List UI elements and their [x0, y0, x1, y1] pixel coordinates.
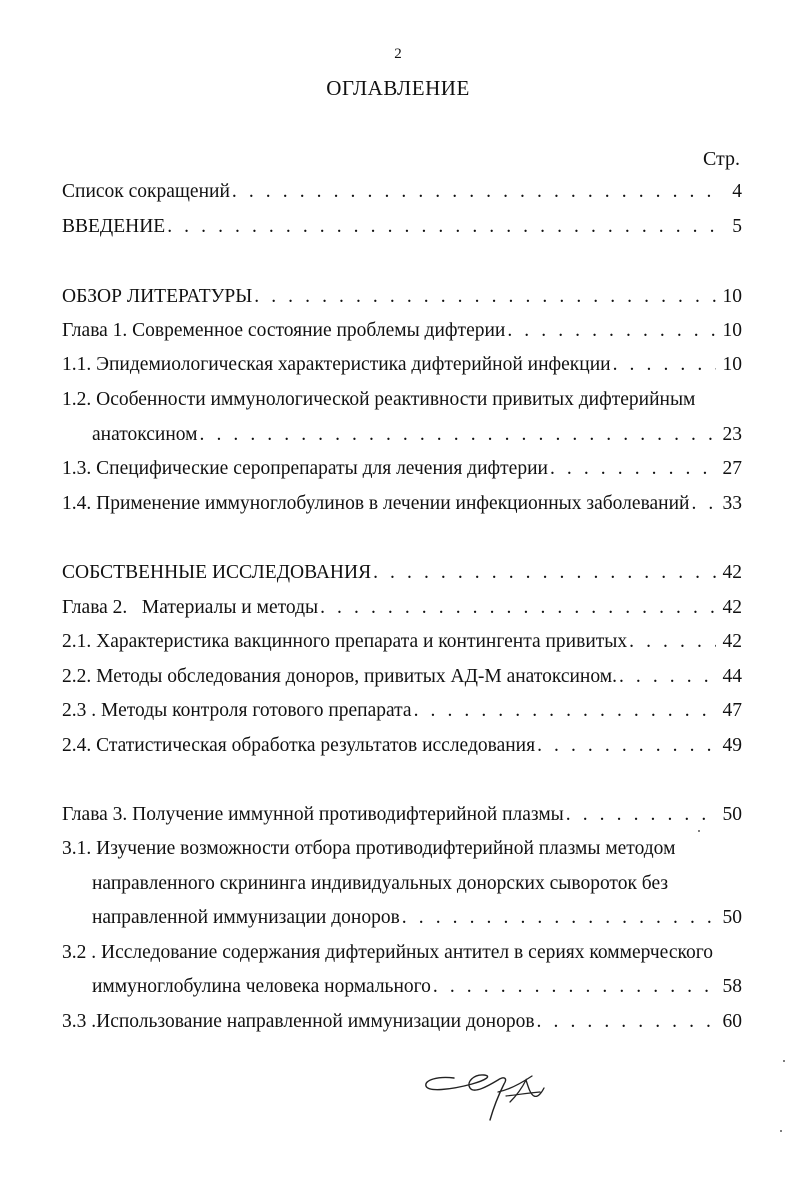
toc-entry-page: 42 — [722, 597, 742, 618]
toc-entry-label: Глава 2. Материалы и методы — [62, 597, 319, 618]
toc-entry-page: 42 — [722, 631, 742, 652]
toc-entry-page: 44 — [722, 666, 742, 687]
toc-entry — [92, 906, 742, 930]
toc-entry — [92, 423, 742, 447]
scan-speck — [783, 1060, 785, 1062]
dot-leader — [537, 1010, 716, 1034]
toc-entry-page: 47 — [722, 700, 742, 721]
toc-entry-label: 1.1. Эпидемиологическая характеристика дифтерийной инфекции — [62, 354, 611, 375]
page-number: 2 — [394, 46, 402, 62]
toc-entry-label: иммуноглобулина человека нормального — [92, 976, 431, 997]
page-title: ОГЛАВЛЕНИЕ — [326, 76, 470, 100]
toc-entry-label-line: 3.1. Изучение возможности отбора противодифтерийной плазмы методом — [62, 838, 676, 859]
toc-entry-label: направленной иммунизации доноров — [92, 907, 400, 928]
toc-entry-page: 10 — [722, 320, 742, 341]
dot-leader — [629, 630, 716, 654]
toc-entry-label: ВВЕДЕНИЕ — [62, 216, 166, 237]
scan-speck — [698, 830, 700, 832]
toc-entry-label-line: 3.2 . Исследование содержания дифтерийных антител в сериях коммерческого — [62, 942, 713, 963]
toc-entry — [62, 630, 742, 654]
toc-entry-page: 4 — [732, 181, 742, 202]
toc-entry-page: 58 — [722, 976, 742, 997]
toc-entry — [62, 803, 742, 827]
dot-leader — [433, 975, 716, 999]
handwritten-signature — [420, 1062, 550, 1131]
toc-entry-page: 49 — [722, 735, 742, 756]
dot-leader — [200, 423, 717, 447]
toc-entry-label: Список сокращений — [62, 181, 230, 202]
toc-entry — [62, 353, 742, 377]
toc-entry-label: анатоксином — [92, 424, 198, 445]
toc-entry-label: 2.4. Статистическая обработка результатов исследования — [62, 735, 536, 756]
dot-leader — [507, 319, 716, 343]
toc-entry-label-line: направленного скрининга индивидуальных донорских сывороток без — [92, 873, 669, 894]
toc-entry-label: 3.3 .Использование направленной иммунизации доноров — [62, 1011, 535, 1032]
dot-leader — [320, 596, 716, 620]
toc-entry-label: 2.2. Методы обследования доноров, привитых АД-М анатоксином. — [62, 666, 617, 687]
toc-entry-label: Глава 1. Современное состояние проблемы дифтерии — [62, 320, 506, 341]
toc-entry-label-line: 1.2. Особенности иммунологической реактивности привитых дифтерийным — [62, 389, 696, 410]
toc-entry-label: 1.3. Специфические серопрепараты для лечения дифтерии — [62, 458, 548, 479]
toc-entry-label: Глава 3. Получение иммунной противодифтерийной плазмы — [62, 804, 564, 825]
toc-entry-page: 5 — [732, 216, 742, 237]
toc-entry — [62, 1010, 742, 1034]
toc-entry-label: 1.4. Применение иммуноглобулинов в лечении инфекционных заболеваний — [62, 493, 690, 514]
dot-leader — [566, 803, 716, 827]
dot-leader — [167, 215, 716, 239]
dot-leader — [414, 699, 716, 723]
toc-entry-label: 2.1. Характеристика вакцинного препарата и контингента привитых — [62, 631, 628, 652]
toc-entry — [62, 699, 742, 723]
toc-entry — [62, 596, 742, 620]
toc-entry — [62, 285, 742, 309]
toc-entry — [62, 492, 742, 516]
toc-entry-label: СОБСТВЕННЫЕ ИССЛЕДОВАНИЯ — [62, 562, 372, 583]
dot-leader — [254, 285, 716, 309]
toc-entry — [62, 734, 742, 758]
dot-leader — [232, 180, 716, 204]
toc-entry-page: 10 — [722, 286, 742, 307]
toc-entry-label: ОБЗОР ЛИТЕРАТУРЫ — [62, 286, 253, 307]
toc-entry-page: 27 — [722, 458, 742, 479]
dot-leader — [402, 906, 716, 930]
dot-leader — [537, 734, 716, 758]
page-column-header: Стр. — [702, 148, 740, 170]
toc-entry — [62, 665, 742, 689]
toc-entry — [92, 975, 742, 999]
dot-leader — [550, 457, 716, 481]
toc-entry — [62, 457, 742, 481]
toc-entry-page: 10 — [722, 354, 742, 375]
toc-entry — [62, 215, 742, 239]
dot-leader — [619, 665, 716, 689]
toc-entry — [62, 180, 742, 204]
scan-speck — [780, 1130, 782, 1132]
dot-leader — [373, 561, 716, 585]
toc-entry-page: 42 — [722, 562, 742, 583]
toc-entry — [62, 319, 742, 343]
toc-entry — [62, 561, 742, 585]
toc-entry-page: 50 — [722, 804, 742, 825]
dot-leader — [691, 492, 716, 516]
toc-entry-label: 2.3 . Методы контроля готового препарата — [62, 700, 412, 721]
dot-leader — [613, 353, 716, 377]
toc-entry-page: 50 — [722, 907, 742, 928]
toc-entry-page: 23 — [722, 424, 742, 445]
toc-entry-page: 60 — [722, 1011, 742, 1032]
toc-entry-page: 33 — [722, 493, 742, 514]
